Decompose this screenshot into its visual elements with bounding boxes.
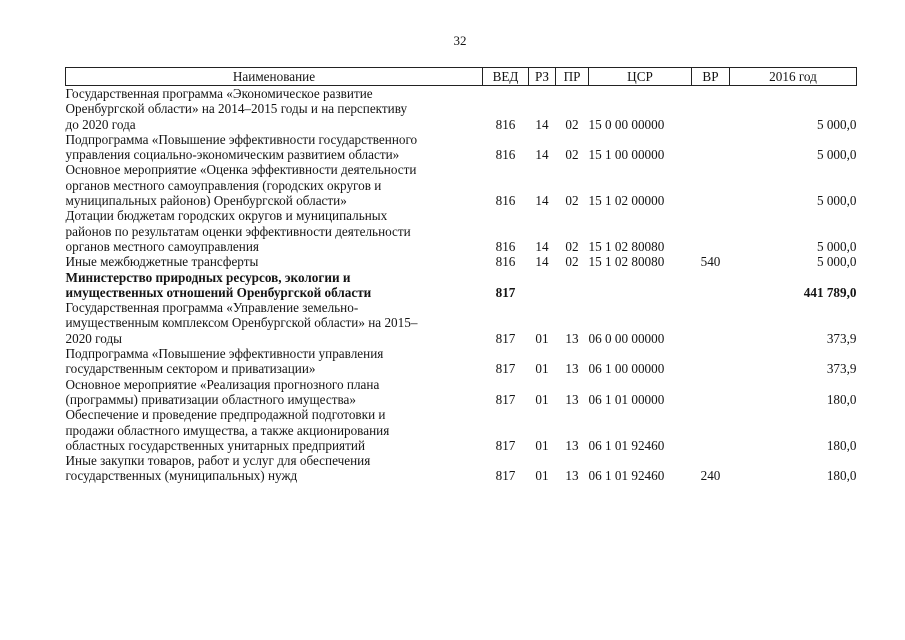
table-body bbox=[66, 86, 857, 484]
table-row bbox=[66, 453, 857, 484]
row-name bbox=[66, 162, 483, 208]
row-name-line: органов местного самоуправления bbox=[65, 238, 259, 254]
row-csr: 06 1 00 00000 bbox=[588, 361, 665, 377]
row-ved: 817 bbox=[495, 391, 516, 407]
row-name-line: муниципальных районов) Оренбургской области» bbox=[65, 193, 347, 209]
row-pr: 02 bbox=[565, 254, 579, 270]
row-amount: 441 789,0 bbox=[803, 284, 857, 300]
row-rz: 14 bbox=[535, 116, 549, 132]
row-pr: 02 bbox=[565, 116, 579, 132]
table-row bbox=[66, 377, 857, 408]
row-vr bbox=[692, 377, 730, 408]
row-pr: 13 bbox=[565, 437, 579, 453]
row-amount: 373,9 bbox=[826, 361, 857, 377]
table-row bbox=[66, 300, 857, 346]
row-rz: 01 bbox=[535, 330, 549, 346]
row-name-line: Основное мероприятие «Оценка эффективности деятельности bbox=[65, 162, 417, 178]
row-name bbox=[66, 407, 483, 453]
row-ved: 816 bbox=[495, 193, 516, 209]
row-name-line: 2020 годы bbox=[65, 330, 123, 346]
row-name bbox=[66, 300, 483, 346]
row-rz bbox=[529, 270, 556, 301]
row-amount: 373,9 bbox=[826, 330, 857, 346]
header-year: 2016 год bbox=[730, 68, 857, 86]
row-name-line: управления социально-экономическим развитием области» bbox=[65, 147, 400, 163]
row-name bbox=[66, 208, 483, 254]
header-name: Наименование bbox=[66, 68, 483, 86]
row-pr: 13 bbox=[565, 361, 579, 377]
row-ved: 817 bbox=[495, 361, 516, 377]
row-csr: 06 1 01 00000 bbox=[588, 391, 665, 407]
row-amount: 180,0 bbox=[826, 437, 857, 453]
header-pr: ПР bbox=[556, 68, 589, 86]
row-amount: 5 000,0 bbox=[816, 116, 857, 132]
table-row bbox=[66, 132, 857, 163]
row-amount: 5 000,0 bbox=[816, 254, 857, 270]
row-pr bbox=[556, 270, 589, 301]
row-csr bbox=[589, 270, 692, 301]
row-name-line: Дотации бюджетам городских округов и муниципальных bbox=[65, 208, 388, 224]
row-rz: 01 bbox=[535, 437, 549, 453]
row-name bbox=[66, 453, 483, 484]
table-row bbox=[66, 162, 857, 208]
row-pr: 13 bbox=[565, 330, 579, 346]
row-vr bbox=[692, 300, 730, 346]
row-pr: 13 bbox=[565, 468, 579, 484]
row-name-line: Государственная программа «Экономическое развитие bbox=[65, 86, 373, 101]
row-pr: 02 bbox=[565, 238, 579, 254]
page-number: 32 bbox=[453, 33, 467, 48]
row-rz: 01 bbox=[535, 468, 549, 484]
row-vr: 240 bbox=[700, 468, 721, 484]
row-name-line: Подпрограмма «Повышение эффективности государственного bbox=[65, 131, 418, 147]
row-name-line: Основное мероприятие «Реализация прогнозного плана bbox=[65, 376, 380, 392]
header-rz: РЗ bbox=[529, 68, 556, 86]
row-pr: 02 bbox=[565, 147, 579, 163]
row-name bbox=[66, 132, 483, 163]
table-row bbox=[66, 270, 857, 301]
row-ved: 816 bbox=[495, 147, 516, 163]
row-csr: 15 1 02 80080 bbox=[588, 254, 665, 270]
row-vr bbox=[692, 86, 730, 132]
row-ved: 816 bbox=[495, 116, 516, 132]
row-csr: 15 1 00 00000 bbox=[588, 147, 665, 163]
row-vr: 540 bbox=[700, 254, 721, 270]
row-name-line: Обеспечение и проведение предпродажной подготовки и bbox=[65, 407, 386, 423]
row-csr: 15 1 02 80080 bbox=[588, 238, 665, 254]
row-amount: 180,0 bbox=[826, 391, 857, 407]
row-rz: 14 bbox=[535, 147, 549, 163]
row-name-line: государственных (муниципальных) нужд bbox=[65, 468, 298, 484]
row-ved: 817 bbox=[495, 330, 516, 346]
row-ved: 817 bbox=[495, 437, 516, 453]
row-name bbox=[66, 270, 483, 301]
row-rz: 14 bbox=[535, 254, 549, 270]
header-vr: ВР bbox=[692, 68, 730, 86]
header-ved: ВЕД bbox=[483, 68, 529, 86]
row-vr bbox=[692, 162, 730, 208]
row-name-line: органов местного самоуправления (городских округов и bbox=[65, 177, 382, 193]
row-vr bbox=[692, 208, 730, 254]
row-vr bbox=[692, 407, 730, 453]
row-name bbox=[66, 346, 483, 377]
table-row bbox=[66, 346, 857, 377]
table-row bbox=[66, 254, 857, 269]
row-amount: 5 000,0 bbox=[816, 193, 857, 209]
row-name-line: продажи областного имущества, а также акционирования bbox=[65, 422, 390, 438]
row-name-line: до 2020 года bbox=[65, 116, 136, 132]
row-pr: 13 bbox=[565, 391, 579, 407]
row-name-line: Оренбургской области» на 2014–2015 годы и на перспективу bbox=[65, 101, 408, 117]
table-header-row bbox=[66, 68, 857, 86]
row-rz: 14 bbox=[535, 238, 549, 254]
row-csr: 15 0 00 00000 bbox=[588, 116, 665, 132]
row-vr bbox=[692, 132, 730, 163]
table-row bbox=[66, 208, 857, 254]
row-name-line: государственным сектором и приватизации» bbox=[65, 361, 316, 377]
row-csr: 06 1 01 92460 bbox=[588, 468, 665, 484]
row-name-line: Министерство природных ресурсов, экологии и bbox=[65, 269, 351, 285]
row-name-line: районов по результатам оценки эффективности деятельности bbox=[65, 223, 411, 239]
row-vr bbox=[692, 346, 730, 377]
row-amount: 180,0 bbox=[826, 468, 857, 484]
row-rz: 01 bbox=[535, 391, 549, 407]
row-name-line: Иные закупки товаров, работ и услуг для обеспечения bbox=[65, 453, 371, 469]
header-csr: ЦСР bbox=[589, 68, 692, 86]
row-vr bbox=[692, 270, 730, 301]
row-name-line: Иные межбюджетные трансферты bbox=[65, 254, 259, 270]
row-ved: 817 bbox=[495, 468, 516, 484]
table-row bbox=[66, 407, 857, 453]
row-ved: 816 bbox=[495, 238, 516, 254]
row-rz: 01 bbox=[535, 361, 549, 377]
row-amount: 5 000,0 bbox=[816, 238, 857, 254]
row-csr: 06 1 01 92460 bbox=[588, 437, 665, 453]
row-name bbox=[66, 86, 483, 132]
row-rz: 14 bbox=[535, 193, 549, 209]
row-ved: 816 bbox=[495, 254, 516, 270]
row-csr: 15 1 02 00000 bbox=[588, 193, 665, 209]
row-name bbox=[66, 254, 483, 269]
row-name-line: Государственная программа «Управление земельно- bbox=[65, 300, 359, 316]
row-name-line: имущественных отношений Оренбургской области bbox=[65, 284, 372, 300]
table-row bbox=[66, 86, 857, 132]
row-pr: 02 bbox=[565, 193, 579, 209]
row-amount: 5 000,0 bbox=[816, 147, 857, 163]
row-name-line: Подпрограмма «Повышение эффективности управления bbox=[65, 346, 384, 362]
row-name-line: (программы) приватизации областного имущества» bbox=[65, 391, 356, 407]
budget-table bbox=[65, 67, 857, 484]
row-csr: 06 0 00 00000 bbox=[588, 330, 665, 346]
row-name-line: имущественным комплексом Оренбургской области» на 2015– bbox=[65, 315, 418, 331]
row-name bbox=[66, 377, 483, 408]
row-name-line: областных государственных унитарных предприятий bbox=[65, 437, 365, 453]
row-ved: 817 bbox=[495, 284, 516, 300]
